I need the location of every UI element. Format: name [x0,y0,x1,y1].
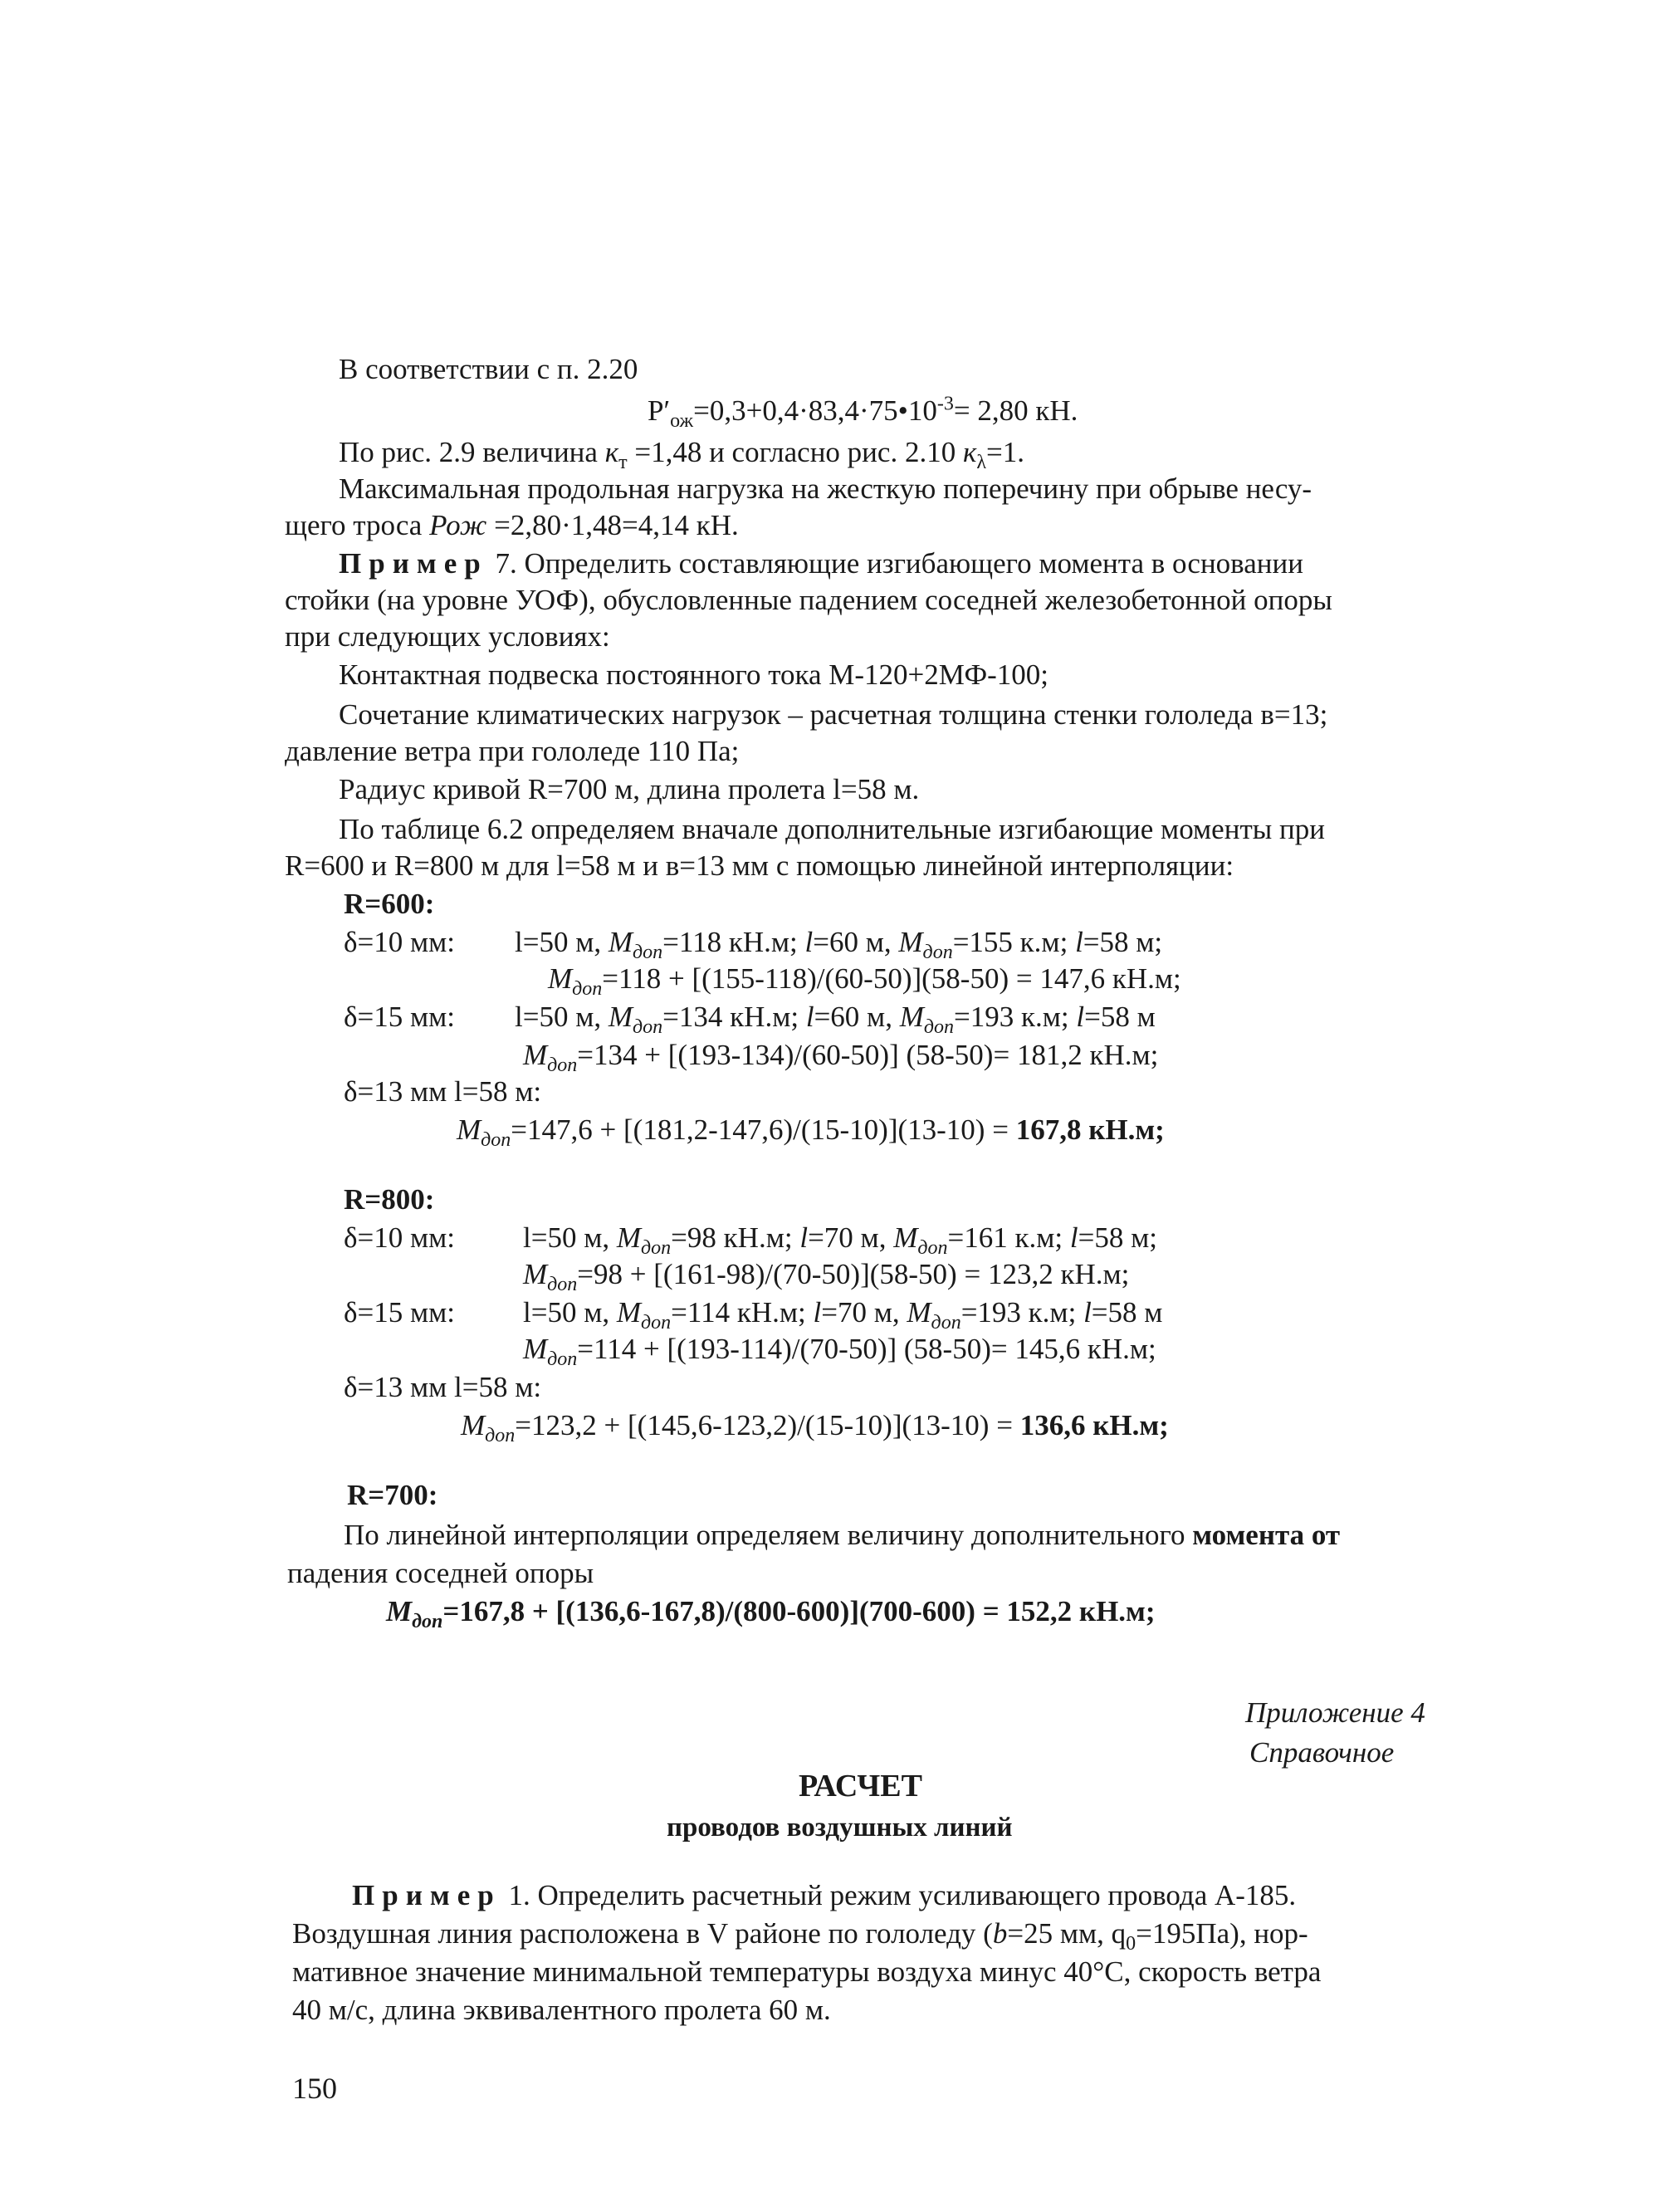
text-line: 40 м/с, длина эквивалентного пролета 60 м. [292,1994,831,2026]
delta-label: δ=15 мм: [344,1296,456,1329]
text-line: По линейной интерполяции определяем величину дополнительного момента от [344,1519,1341,1551]
appendix-label: Приложение 4 [1245,1696,1425,1729]
text-line: стойки (на уровне УОФ), обусловленные падением соседней железобетонной опоры [285,584,1332,616]
calc-line: $M_{доп}=114 + [(193-114)/(70-50)]$ (58-50)= 145,6 кН.м; [523,1333,1156,1370]
text-line: Контактная подвеска постоянного тока М-120+2МФ-100; [339,658,1048,691]
text-line: По рис. 2.9 величина $к_т =1,48$ и согласно рис. 2.10 $к_\lambda=1$. [339,436,1024,473]
appendix-subtitle: проводов воздушных линий [667,1813,1013,1843]
section-heading-r800: R=800: [344,1183,435,1216]
text-line: R=600 и R=800 м для l=58 м и в=13 мм с помощью линейной интерполяции: [285,849,1234,882]
text-line: мативное значение минимальной температуры воздуха минус 40°С, скорость ветра [292,1955,1322,1988]
calc-line: $M_{доп}=134 + [(193-134)/(60-50)]$ (58-50)= 181,2 кН.м; [523,1039,1159,1076]
text-line: Максимальная продольная нагрузка на жесткую поперечину при обрыве несу- [339,472,1312,505]
text-line: В соответствии с п. 2.20 [339,353,638,385]
formula-line: $P'_{ож}=0,3+0,4\cdot 83,4\cdot 75•10^{-3}= 2,80$ кН. [648,393,1078,432]
text-line: падения соседней опоры [287,1557,594,1589]
appendix-type: Справочное [1249,1736,1395,1769]
delta-label: δ=13 мм l=58 м: [344,1371,542,1403]
text-line: при следующих условиях: [285,620,610,653]
calc-line: l=50 м, $M_{доп}=134$ кН.м; l=60 м, $M_{доп}=193$ к.м; l=58 м [515,1001,1156,1038]
text-line: Сочетание климатических нагрузок – расчетная толщина стенки гололеда в=13; [339,698,1328,731]
calc-line: $M_{доп}=118 + [(155-118)/(60-50)](58-50) = 147,6$ кН.м; [548,962,1181,1000]
calc-line: l=50 м, $M_{доп}=118$ кН.м; l=60 м, $M_{доп}=155$ к.м; l=58 м; [515,926,1163,963]
appendix-title: РАСЧЕТ [799,1769,922,1803]
text-line: Воздушная линия расположена в V районе по гололеду (b=25 мм, $q_0=195Па$), нор- [292,1917,1308,1955]
calc-result-line: $M_{доп}=123,2 + [(145,6-123,2)/(15-10)](13-10) = 136,6$ кН.м; [461,1409,1169,1446]
text-line: щего троса Рож =2,80·1,48=4,14 кН. [285,509,739,541]
text-line: давление ветра при гололеде 110 Па; [285,735,740,767]
page-number: 150 [292,2072,337,2105]
section-heading-r700: R=700: [347,1479,438,1511]
calc-result-line: $M_{доп}=147,6 + [(181,2-147,6)/(15-10)](13-10) = 167,8$ кН.м; [457,1113,1165,1151]
example-1-heading: Пример 1. Определить расчетный режим усиливающего провода А-185. [352,1879,1297,1911]
text-line: По таблице 6.2 определяем вначале дополнительные изгибающие моменты при [339,813,1325,845]
example-7-heading: Пример 7. Определить составляющие изгибающего момента в основании [339,547,1303,580]
delta-label: δ=13 мм l=58 м: [344,1075,542,1108]
text-line: Радиус кривой R=700 м, длина пролета l=58 м. [339,773,920,805]
delta-label: δ=10 мм: [344,1221,456,1254]
final-result-line: $M_{доп}=167,8 + [(136,6-167,8)/(800-600)](700-600) = 152,2$ кН.м; [386,1595,1156,1632]
calc-line: l=50 м, $M_{доп}=114$ кН.м; l=70 м, $M_{доп}=193$ к.м; l=58 м [523,1296,1163,1334]
delta-label: δ=15 мм: [344,1001,456,1033]
delta-label: δ=10 мм: [344,926,456,958]
calc-line: l=50 м, $M_{доп}=98$ кН.м; l=70 м, $M_{доп}=161$ к.м; l=58 м; [523,1221,1157,1259]
calc-line: $M_{доп}=98 + [(161-98)/(70-50)](58-50) = 123,2$ кН.м; [523,1258,1130,1295]
section-heading-r600: R=600: [344,888,435,920]
